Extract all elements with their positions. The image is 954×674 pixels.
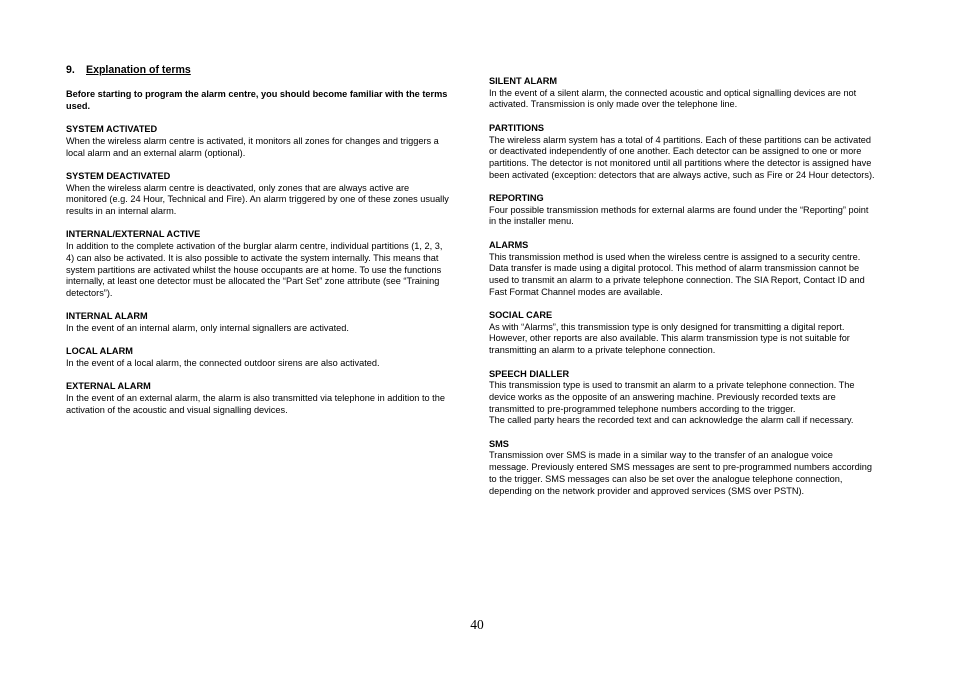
term-title: SYSTEM DEACTIVATED — [66, 170, 171, 181]
term-text: When the wireless alarm centre is activated, it monitors all zones for changes and triggers a local alarm and an external alarm (optional). — [66, 135, 439, 158]
term-alarms — [489, 240, 875, 299]
term-speech-dialler — [489, 369, 875, 428]
term-title: SYSTEM ACTIVATED — [66, 124, 158, 135]
term-internal-alarm — [66, 311, 450, 334]
term-system-activated — [66, 124, 450, 159]
term-title: SOCIAL CARE — [489, 310, 553, 320]
section-number: 9. — [66, 64, 75, 76]
term-social-care — [489, 310, 875, 357]
term-text: In the event of a local alarm, the connected outdoor sirens are also activated. — [66, 358, 380, 369]
term-local-alarm — [66, 346, 450, 369]
term-silent-alarm — [489, 76, 875, 111]
term-text: In the event of an internal alarm, only internal signallers are activated. — [66, 323, 349, 333]
term-reporting — [489, 193, 875, 228]
term-title: INTERNAL ALARM — [66, 311, 148, 322]
term-title: LOCAL ALARM — [66, 346, 133, 357]
term-system-deactivated — [66, 171, 450, 218]
term-partitions — [489, 123, 875, 182]
left-column — [66, 89, 450, 428]
intro-text: Before starting to program the alarm centre, you should become familiar with the terms used. — [66, 89, 448, 111]
term-title: SILENT ALARM — [489, 76, 558, 86]
term-title: EXTERNAL ALARM — [66, 381, 151, 392]
term-external-alarm — [66, 381, 450, 416]
term-title: PARTITIONS — [489, 122, 544, 133]
term-title: INTERNAL/EXTERNAL ACTIVE — [66, 229, 201, 240]
term-text: As with “Alarms”, this transmission type is only designed for transmitting a digital report. However, other reports are also available. This alarm transmission type is not suitable for transmitting an alarm to a private telephone connection. — [489, 321, 850, 356]
term-text: Transmission over SMS is made in a similar way to the transfer of an analogue voice message. Previously entered SMS messages are sent to pre-programmed numbers according to the trigger. SMS messages can also be set over the analogue telephone connection, depending on the network provider and approved services (SMS over PSTN). — [489, 450, 872, 496]
section-heading — [66, 64, 191, 76]
page-number: 40 — [470, 617, 484, 632]
term-text: Four possible transmission methods for external alarms are found under the “Reporting” point in the installer menu. — [489, 204, 869, 227]
term-text: In the event of a silent alarm, the connected acoustic and optical signalling devices are not activated. Transmission is only made over the telephone line. — [489, 87, 857, 110]
section-title: Explanation of terms — [86, 64, 191, 76]
term-text: In addition to the complete activation of the burglar alarm centre, individual partitions (1, 2, 3, 4) can also be activated. It is also possible to activate the system internally. This means that system partitions are activated whilst the house occupants are at home. To use the functions internally, at least one detector must be allocated the “Part Set” zone attribute (see “Training detectors”). — [66, 241, 443, 298]
term-title: ALARMS — [489, 239, 529, 250]
term-title: SPEECH DIALLER — [489, 368, 570, 379]
right-column — [489, 76, 875, 509]
term-title: REPORTING — [489, 193, 544, 203]
term-title: SMS — [489, 438, 509, 449]
term-text: When the wireless alarm centre is deactivated, only zones that are always active are monitored (e.g. 24 Hour, Technical and Fire). An alarm triggered by one of these zones usually results in an internal alarm. — [66, 182, 449, 216]
term-internal-external-active — [66, 229, 450, 299]
term-text: In the event of an external alarm, the alarm is also transmitted via telephone in addition to the activation of the acoustic and visual signalling devices. — [66, 393, 445, 415]
term-text-continued: The called party hears the recorded text and can acknowledge the alarm call if necessary. — [489, 415, 854, 426]
term-text: The wireless alarm system has a total of 4 partitions. Each of these partitions can be activated or deactivated independently of one another. Each detector can be assigned to one or more partitions. The detector is not monitored until all partitions where the detector is assigned have been activated (exception: detectors that are always active, such as Fire or 24 Hour detectors). — [489, 134, 875, 180]
term-text: This transmission type is used to transmit an alarm to a private telephone connection. The device works as the opposite of an answering machine. Previously recorded texts are transmitted to pre-programmed telephone numbers according to the trigger. — [489, 380, 855, 414]
term-text: This transmission method is used when the wireless centre is assigned to a security centre. Data transfer is made using a digital protocol. This method of alarm transmission cannot be used to transmit an alarm to a private telephone connection. The SIA Report, Contact ID and Fast Format Channel modes are available. — [489, 251, 865, 297]
term-sms — [489, 439, 875, 498]
